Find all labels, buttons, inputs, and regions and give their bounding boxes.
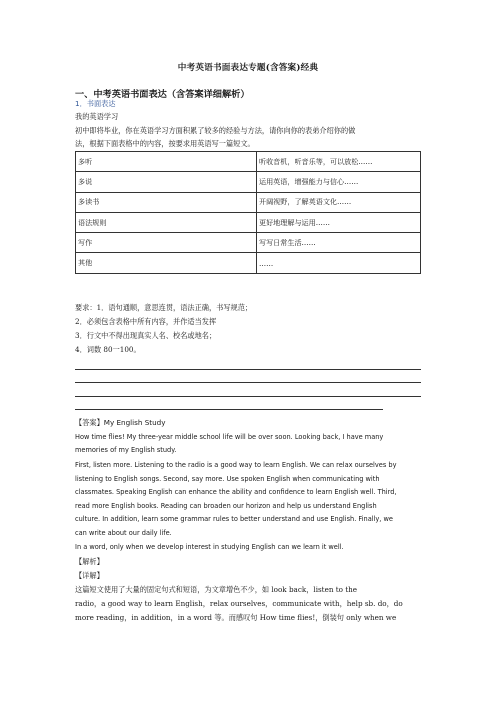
prompt-line-2: 法，根据下面表格中的内容，按要求用英语写一篇短文。: [75, 139, 255, 148]
detail-tag: 【详解】: [75, 571, 104, 580]
essay-line: In a word, only when we develop interest in studying English can we learn it well.: [75, 543, 344, 551]
requirement-1: 要求：1．语句通顺，意思连贯，语法正确，书写规范；: [75, 303, 253, 312]
essay-title: My English Study: [103, 418, 166, 427]
answer-blank-line: [75, 369, 421, 370]
analysis-tag: 【解析】: [75, 557, 104, 566]
essay-line: read more English books. Reading can broaden our horizon and help us understand English: [75, 502, 377, 510]
question-topic: 我的英语学习: [75, 112, 119, 121]
table-row: [76, 192, 421, 212]
prompt-line-1: 初中即将毕业，你在英语学习方面积累了较多的经验与方法，请你向你的表弟介绍你的做: [75, 126, 356, 135]
essay-line: How time flies! My three-year middle school life will be over soon. Looking back, I have many: [75, 433, 384, 441]
essay-line: memories of my English study.: [75, 446, 177, 454]
table-cell: 运用英语，增强能力与信心……: [257, 172, 421, 192]
table-cell: ……: [257, 253, 421, 273]
table-row: [76, 253, 421, 273]
table-cell: 写写日常生活……: [257, 233, 421, 253]
answer-blank-line: [75, 409, 383, 410]
table-row: [76, 212, 421, 232]
question-number: 1: [75, 99, 80, 108]
table-cell: 开阔视野，了解英语文化……: [257, 192, 421, 212]
table-row: [76, 233, 421, 253]
answer-heading: [75, 418, 166, 428]
detail-line: radio，a good way to learn English，relax ourselves，communicate with，help sb. do，do: [75, 599, 403, 608]
essay-line: listening to English songs. Second, say more. Use spoken English when communicating with: [75, 475, 380, 483]
requirement-2: 2．必须包含表格中所有内容，并作适当发挥: [75, 317, 217, 326]
content-table: [75, 151, 421, 274]
table-cell: 多说: [76, 172, 257, 192]
table-cell: 听收音机，听音乐等，可以放松……: [257, 152, 421, 172]
requirement-4: 4．词数 80一100。: [75, 345, 141, 354]
table-cell: 多读书: [76, 192, 257, 212]
detail-line: 这篇短文使用了大量的固定句式和短语，为文章增色不少，如 look back，listen to the: [75, 585, 358, 594]
question-label: [75, 99, 116, 109]
essay-line: culture. In addition, learn some grammar rules to better understand and use English. Finally, we: [75, 515, 393, 523]
answer-blank-line: [75, 382, 421, 383]
table-cell: 写作: [76, 233, 257, 253]
detail-line: more reading，in addition，in a word 等。而感叹句 How time flies!，倒装句 only when we: [75, 613, 397, 622]
table-cell: 更好地理解与运用……: [257, 212, 421, 232]
answer-blank-line: [75, 396, 421, 397]
table-cell: 多听: [76, 152, 257, 172]
question-type: ．书面表达: [79, 99, 116, 108]
essay-line: can write about our daily life.: [75, 529, 172, 537]
document-title: 中考英语书面表达专题(含答案)经典: [177, 63, 319, 73]
section-heading: 一、中考英语书面表达（含答案详细解析）: [75, 89, 250, 100]
table-cell: 其他: [76, 253, 257, 273]
table-cell: 语法规则: [76, 212, 257, 232]
essay-line: classmates. Speaking English can enhance the ability and confidence to learn English well. Third,: [75, 488, 397, 496]
essay-line: First, listen more. Listening to the radio is a good way to learn English. We can relax ourselves by: [75, 461, 397, 469]
table-row: [76, 172, 421, 192]
answer-tag: 【答案】: [75, 418, 104, 427]
table-row: [76, 152, 421, 172]
requirement-3: 3．行文中不得出现真实人名、校名或地名；: [75, 331, 217, 340]
